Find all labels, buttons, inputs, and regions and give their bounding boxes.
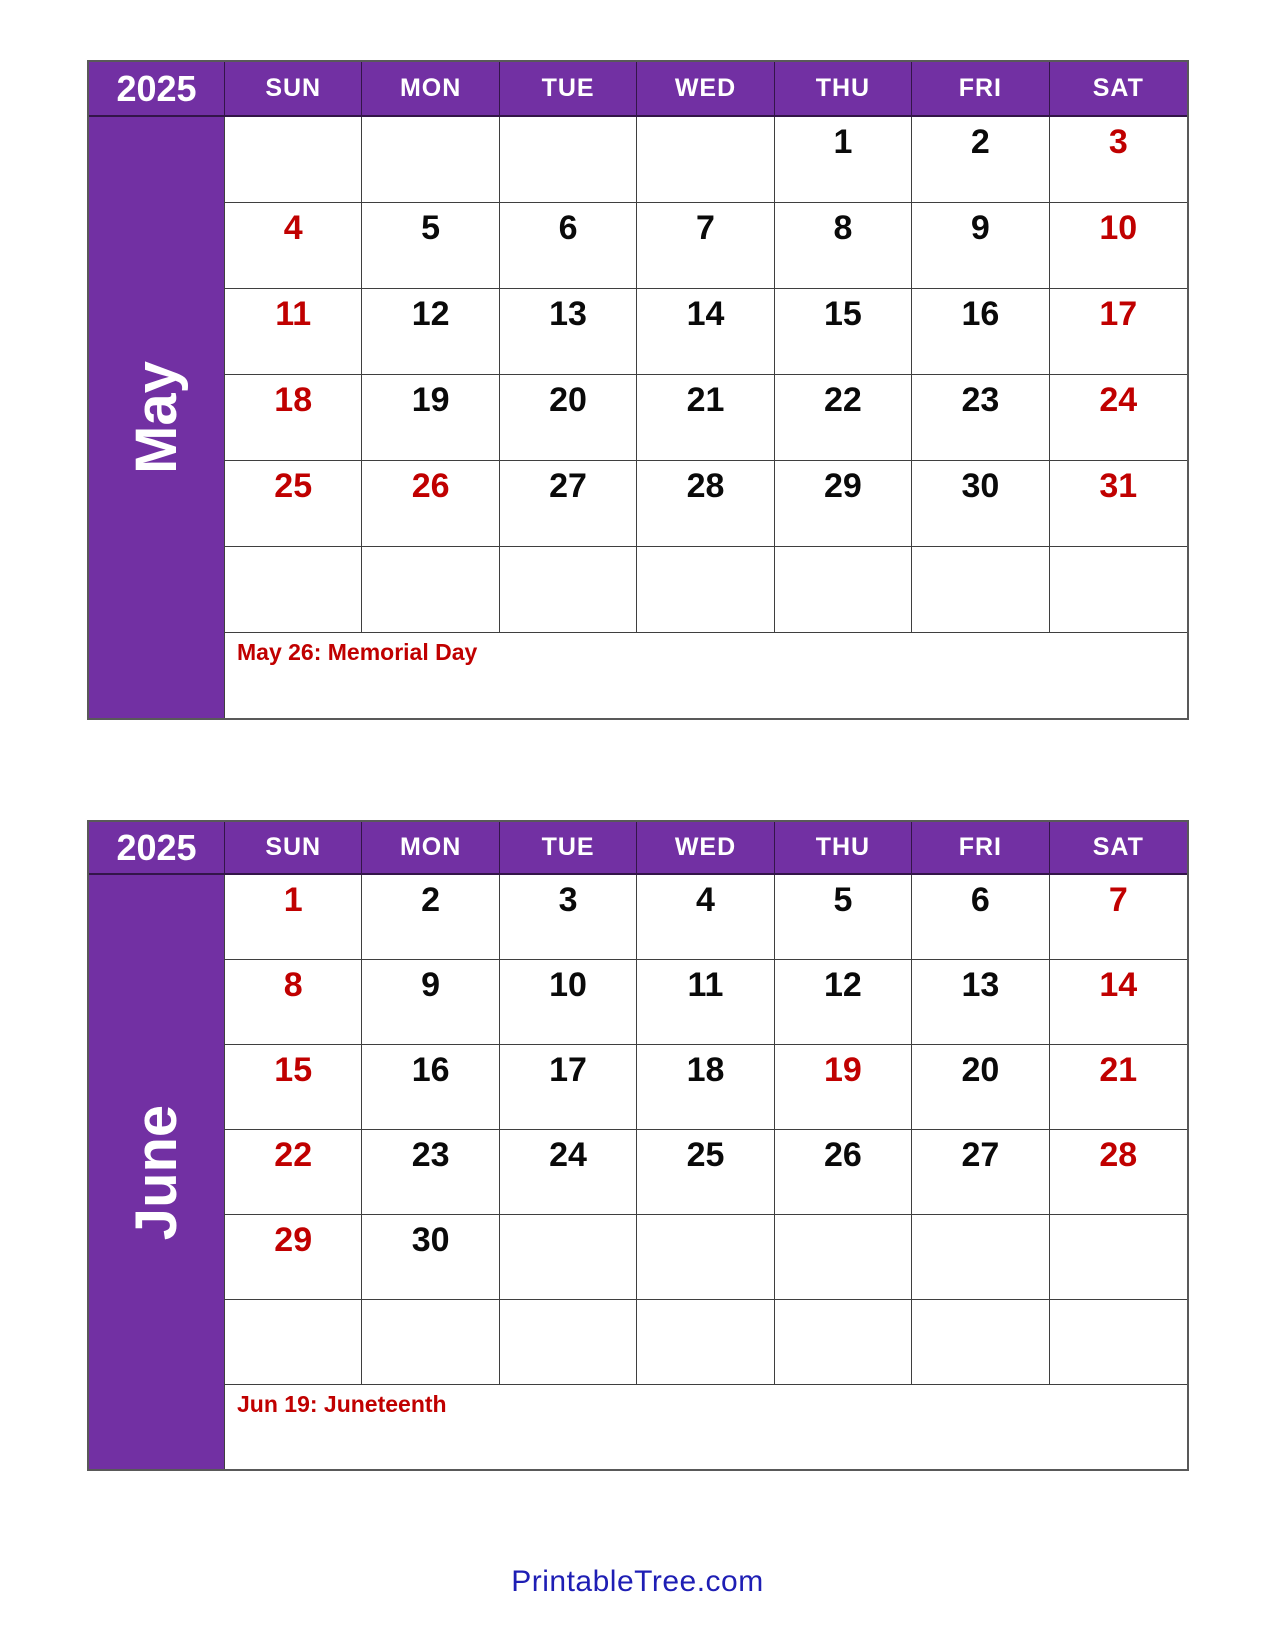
date-number: 25 xyxy=(686,1136,725,1174)
day-cell xyxy=(500,547,637,633)
day-cell xyxy=(362,375,499,461)
day-cell xyxy=(912,1215,1049,1300)
weekday-header-tue: TUE xyxy=(500,822,637,875)
day-cell xyxy=(225,117,362,203)
weekday-header-wed: WED xyxy=(637,62,774,117)
date-number: 5 xyxy=(421,209,441,247)
date-number: 4 xyxy=(283,209,303,247)
day-cell xyxy=(637,289,774,375)
day-cell xyxy=(1050,875,1187,960)
date-number: 3 xyxy=(1108,123,1128,161)
date-number: 12 xyxy=(411,295,450,333)
date-number: 26 xyxy=(824,1136,862,1174)
day-cell xyxy=(637,875,774,960)
day-cell xyxy=(362,289,499,375)
day-cell xyxy=(1050,1300,1187,1385)
date-number: 29 xyxy=(824,467,862,505)
day-cell xyxy=(362,203,499,289)
day-cell xyxy=(225,1300,362,1385)
date-number: 15 xyxy=(274,1051,313,1089)
date-number: 7 xyxy=(1108,881,1128,919)
date-number: 23 xyxy=(961,381,1000,419)
weekday-header-thu: THU xyxy=(775,62,912,117)
date-number: 20 xyxy=(961,1051,1000,1089)
year-label: 2025 xyxy=(89,822,225,875)
day-cell xyxy=(637,375,774,461)
date-number: 21 xyxy=(686,381,725,419)
day-cell xyxy=(500,875,637,960)
day-cell xyxy=(225,960,362,1045)
day-cell xyxy=(1050,203,1187,289)
date-number: 4 xyxy=(696,881,715,919)
may-2025-calendar xyxy=(87,60,1189,720)
date-number: 6 xyxy=(558,209,578,247)
day-cell xyxy=(362,1300,499,1385)
date-number: 14 xyxy=(686,295,725,333)
date-number: 25 xyxy=(274,467,313,505)
date-number: 18 xyxy=(274,381,313,419)
day-cell xyxy=(637,1045,774,1130)
weekday-header-fri: FRI xyxy=(912,62,1049,117)
day-cell xyxy=(775,1300,912,1385)
weekday-header-wed: WED xyxy=(637,822,774,875)
date-number: 19 xyxy=(824,1051,862,1089)
date-number: 29 xyxy=(274,1221,313,1259)
date-number: 24 xyxy=(1099,381,1138,419)
day-cell xyxy=(775,1045,912,1130)
day-cell xyxy=(1050,960,1187,1045)
day-cell xyxy=(637,203,774,289)
day-cell xyxy=(362,875,499,960)
day-cell xyxy=(500,1130,637,1215)
date-number: 21 xyxy=(1099,1051,1138,1089)
weekday-header-mon: MON xyxy=(362,822,499,875)
date-number: 19 xyxy=(411,381,450,419)
day-cell xyxy=(775,875,912,960)
date-number: 23 xyxy=(411,1136,450,1174)
day-cell xyxy=(912,1130,1049,1215)
day-cell xyxy=(362,1130,499,1215)
date-number: 6 xyxy=(970,881,990,919)
weekday-header-mon: MON xyxy=(362,62,499,117)
date-number: 15 xyxy=(824,295,862,333)
date-number: 17 xyxy=(1099,295,1138,333)
day-cell xyxy=(912,1045,1049,1130)
date-number: 30 xyxy=(411,1221,450,1259)
day-cell xyxy=(225,1130,362,1215)
date-number: 28 xyxy=(1099,1136,1138,1174)
date-number: 12 xyxy=(824,966,862,1004)
day-cell xyxy=(225,1215,362,1300)
date-number: 18 xyxy=(686,1051,725,1089)
day-cell xyxy=(362,117,499,203)
date-number: 16 xyxy=(411,1051,450,1089)
day-cell xyxy=(912,547,1049,633)
day-cell xyxy=(500,461,637,547)
date-number: 10 xyxy=(1099,209,1138,247)
year-label: 2025 xyxy=(89,62,225,117)
day-cell xyxy=(1050,289,1187,375)
day-cell xyxy=(637,960,774,1045)
day-cell xyxy=(775,375,912,461)
day-cell xyxy=(1050,1045,1187,1130)
day-cell xyxy=(500,117,637,203)
date-number: 1 xyxy=(283,881,303,919)
date-number: 31 xyxy=(1099,467,1138,505)
day-cell xyxy=(500,289,637,375)
day-cell xyxy=(912,375,1049,461)
holiday-note: Jun 19: Juneteenth xyxy=(225,1385,1187,1469)
day-cell xyxy=(500,960,637,1045)
date-number: 9 xyxy=(421,966,441,1004)
date-number: 22 xyxy=(824,381,862,419)
day-cell xyxy=(912,1300,1049,1385)
day-cell xyxy=(912,117,1049,203)
day-cell xyxy=(500,1045,637,1130)
date-number: 24 xyxy=(549,1136,587,1174)
day-cell xyxy=(500,375,637,461)
day-cell xyxy=(225,547,362,633)
date-number: 28 xyxy=(686,467,725,505)
month-name: June xyxy=(124,1104,189,1240)
day-cell xyxy=(1050,1130,1187,1215)
date-number: 27 xyxy=(549,467,587,505)
day-cell xyxy=(775,1215,912,1300)
day-cell xyxy=(362,1045,499,1130)
printabletree-link[interactable]: PrintableTree.com xyxy=(511,1565,764,1598)
day-cell xyxy=(500,203,637,289)
date-number: 16 xyxy=(961,295,1000,333)
day-cell xyxy=(637,1300,774,1385)
day-cell xyxy=(1050,547,1187,633)
day-cell xyxy=(775,203,912,289)
date-number: 10 xyxy=(549,966,587,1004)
day-cell xyxy=(225,875,362,960)
date-number: 20 xyxy=(549,381,587,419)
weekday-header-sat: SAT xyxy=(1050,62,1187,117)
date-number: 27 xyxy=(961,1136,1000,1174)
date-number: 13 xyxy=(549,295,587,333)
day-cell xyxy=(912,203,1049,289)
day-cell xyxy=(637,461,774,547)
weekday-header-thu: THU xyxy=(775,822,912,875)
day-cell xyxy=(912,875,1049,960)
day-cell xyxy=(1050,117,1187,203)
date-number: 22 xyxy=(274,1136,313,1174)
day-cell xyxy=(637,117,774,203)
day-cell xyxy=(912,289,1049,375)
date-number: 8 xyxy=(283,966,303,1004)
weekday-header-tue: TUE xyxy=(500,62,637,117)
day-cell xyxy=(775,289,912,375)
day-cell xyxy=(225,461,362,547)
day-cell xyxy=(362,547,499,633)
day-cell xyxy=(775,547,912,633)
day-cell xyxy=(362,960,499,1045)
date-number: 5 xyxy=(833,881,853,919)
date-number: 26 xyxy=(411,467,450,505)
day-cell xyxy=(775,117,912,203)
day-cell xyxy=(500,1215,637,1300)
day-cell xyxy=(912,461,1049,547)
date-number: 9 xyxy=(970,209,990,247)
day-cell xyxy=(775,1130,912,1215)
date-number: 2 xyxy=(970,123,990,161)
month-sidebar xyxy=(89,117,225,718)
month-name: May xyxy=(123,361,189,474)
weekday-header-fri: FRI xyxy=(912,822,1049,875)
day-cell xyxy=(912,960,1049,1045)
date-number: 2 xyxy=(421,881,441,919)
day-cell xyxy=(1050,461,1187,547)
day-cell xyxy=(362,461,499,547)
day-cell xyxy=(225,289,362,375)
page-footer xyxy=(0,1565,1275,1599)
date-number: 30 xyxy=(961,467,1000,505)
date-number: 8 xyxy=(833,209,853,247)
june-2025-calendar xyxy=(87,820,1189,1471)
weekday-header-sat: SAT xyxy=(1050,822,1187,875)
holiday-note: May 26: Memorial Day xyxy=(225,633,1187,718)
date-number: 17 xyxy=(549,1051,587,1089)
day-cell xyxy=(775,960,912,1045)
date-number: 1 xyxy=(833,123,853,161)
day-cell xyxy=(637,1130,774,1215)
day-cell xyxy=(362,1215,499,1300)
weekday-header-sun: SUN xyxy=(225,62,362,117)
day-cell xyxy=(637,1215,774,1300)
weekday-header-sun: SUN xyxy=(225,822,362,875)
day-cell xyxy=(225,203,362,289)
month-sidebar xyxy=(89,875,225,1469)
day-cell xyxy=(500,1300,637,1385)
day-cell xyxy=(225,1045,362,1130)
date-number: 11 xyxy=(275,295,312,333)
day-cell xyxy=(775,461,912,547)
date-number: 13 xyxy=(961,966,1000,1004)
date-number: 3 xyxy=(558,881,578,919)
date-number: 11 xyxy=(687,966,724,1004)
day-cell xyxy=(1050,375,1187,461)
date-number: 7 xyxy=(696,209,715,247)
day-cell xyxy=(637,547,774,633)
day-cell xyxy=(1050,1215,1187,1300)
date-number: 14 xyxy=(1099,966,1138,1004)
day-cell xyxy=(225,375,362,461)
